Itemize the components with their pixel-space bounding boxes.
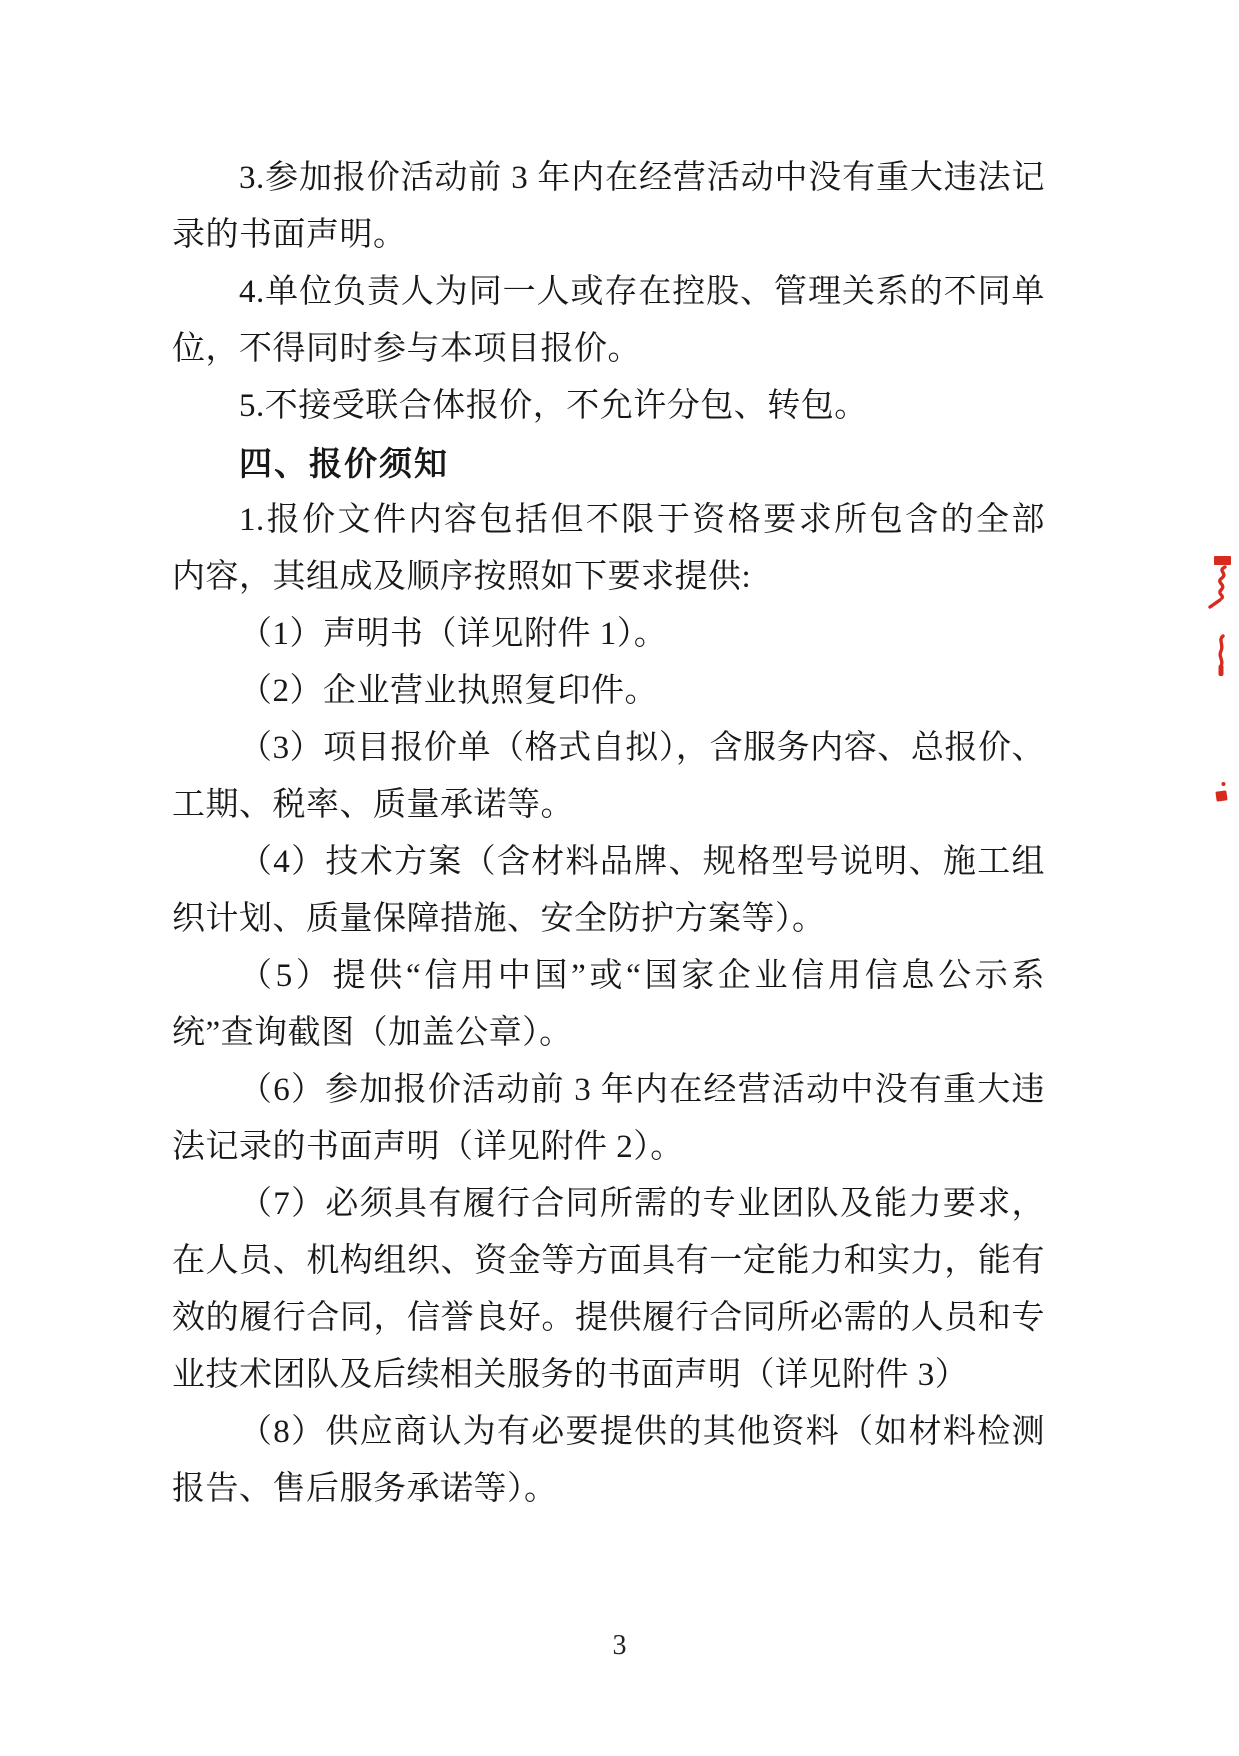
text-line: 3.参加报价活动前 3 年内在经营活动中没有重大违法记 xyxy=(239,160,1045,196)
text-line: （6）参加报价活动前 3 年内在经营活动中没有重大违 xyxy=(239,1072,1045,1108)
document-body xyxy=(172,150,1045,1518)
text-line: 业技术团队及后续相关服务的书面声明（详见附件 3） xyxy=(172,1357,969,1393)
red-ink-mark-top xyxy=(1207,554,1233,612)
text-line: （1）声明书（详见附件 1）。 xyxy=(239,616,668,652)
text-line: 1.报价文件内容包括但不限于资格要求所包含的全部 xyxy=(239,502,1045,538)
text-line: 在人员、机构组织、资金等方面具有一定能力和实力，能有 xyxy=(172,1243,1045,1279)
red-ink-mark-middle xyxy=(1214,634,1228,676)
text-line: 录的书面声明。 xyxy=(172,217,407,253)
text-line: 织计划、质量保障措施、安全防护方案等）。 xyxy=(172,901,826,937)
section-heading: 四、报价须知 xyxy=(239,445,449,482)
text-line: （4）技术方案（含材料品牌、规格型号说明、施工组 xyxy=(239,844,1045,880)
text-line: 工期、税率、质量承诺等。 xyxy=(172,787,574,823)
text-line: （3）项目报价单（格式自拟），含服务内容、总报价、 xyxy=(239,730,1045,766)
text-line: 报告、售后服务承诺等）。 xyxy=(172,1471,558,1507)
text-line: 效的履行合同，信誉良好。提供履行合同所必需的人员和专 xyxy=(172,1300,1045,1336)
text-line: 位，不得同时参与本项目报价。 xyxy=(172,331,641,367)
text-line: 统”查询截图（加盖公章）。 xyxy=(172,1015,573,1051)
text-line: 5.不接受联合体报价，不允许分包、转包。 xyxy=(239,388,868,424)
text-line: （5）提供“信用中国”或“国家企业信用信息公示系 xyxy=(239,958,1045,994)
text-line: 内容，其组成及顺序按照如下要求提供: xyxy=(172,559,752,595)
text-line: 法记录的书面声明（详见附件 2）。 xyxy=(172,1129,684,1165)
text-line: （8）供应商认为有必要提供的其他资料（如材料检测 xyxy=(239,1414,1045,1450)
text-line: （2）企业营业执照复印件。 xyxy=(239,673,658,709)
text-line: 4.单位负责人为同一人或存在控股、管理关系的不同单 xyxy=(239,274,1045,310)
page-number: 3 xyxy=(612,1630,627,1661)
red-ink-mark-bottom xyxy=(1214,780,1229,804)
text-line: （7）必须具有履行合同所需的专业团队及能力要求， xyxy=(239,1186,1045,1222)
